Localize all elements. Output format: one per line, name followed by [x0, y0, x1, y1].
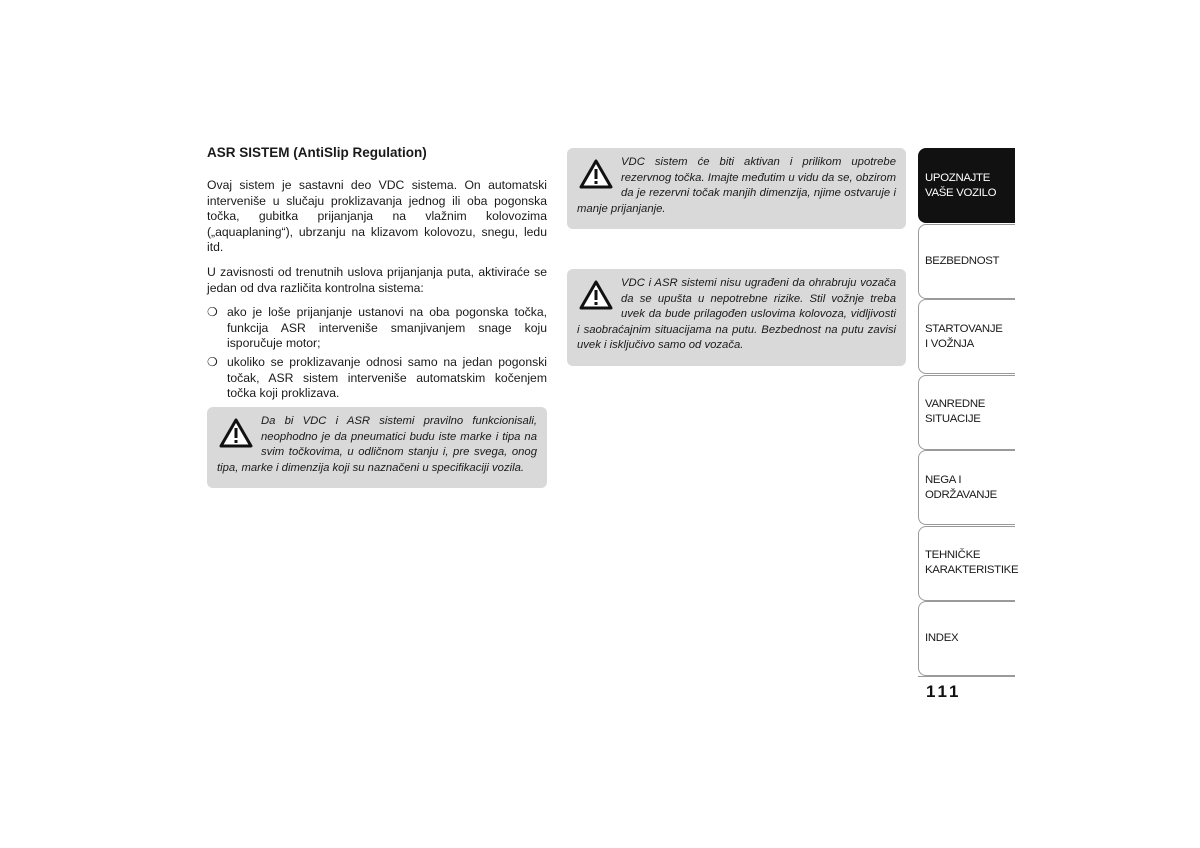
- warning-triangle-icon: [579, 159, 613, 189]
- list-item: [207, 355, 547, 402]
- tab-tehnicke-karakteristike[interactable]: [918, 526, 1019, 601]
- tab-upoznajte-vase-vozilo[interactable]: [918, 148, 1015, 223]
- section-title: ASR SISTEM (AntiSlip Regulation): [207, 145, 427, 160]
- left-column: [207, 178, 547, 405]
- bullet-circle-icon: ❍: [207, 305, 218, 320]
- tab-label: UPOZNAJTE VAŠE VOZILO: [925, 171, 997, 199]
- list-item: [207, 305, 547, 352]
- tab-startovanje-i-voznja[interactable]: [918, 299, 1015, 374]
- tab-label: TEHNIČKE KARAKTERISTIKE: [925, 549, 1019, 576]
- intro-paragraph: Ovaj sistem je sastavni deo VDC sistema. On automatski interveniše u slučaju proklizavanja jednog ili oba pogonska točka, gubitka prijanjanja na vlažnim kolovozima („aquaplaning“), ubrzanju na klizavom kolovozu, snegu, ledu itd.: [207, 178, 547, 255]
- tab-label: NEGA I ODRŽAVANJE: [925, 473, 997, 501]
- warning-text: VDC sistem će biti aktivan i prilikom upotrebe rezervnog točka. Imajte međutim u vidu da se, obzirom da je rezervni točak manjih dimenzija, njime ostvaruje i manje prijanjanje.: [577, 156, 896, 215]
- bullet-list: [207, 305, 547, 402]
- tab-label: BEZBEDNOST: [925, 254, 1000, 267]
- tab-nega-i-odrzavanje[interactable]: [918, 450, 1015, 525]
- bullet-circle-icon: ❍: [207, 354, 218, 369]
- tab-label: INDEX: [925, 632, 959, 644]
- tab-vanredne-situacije[interactable]: [918, 375, 1015, 450]
- conditions-paragraph: U zavisnosti od trenutnih uslova prijanjanja puta, aktiviraće se jedan od dva različita kontrolna sistema:: [207, 264, 547, 295]
- bullet-text: ako je loše prijanjanje ustanovi na oba pogonska točka, funkcija ASR interveniše smanjivanjem snage koju isporučuje motor;: [227, 305, 547, 351]
- warning-text: Da bi VDC i ASR sistemi pravilno funkcionisali, neophodno je da pneumatici budu iste marke i tipa na svim točkovima, u odličnom stanju i, pre svega, onog tipa, marke i dimenzija koji su naznačeni u specifikaciji vozila.: [217, 415, 537, 474]
- warning-triangle-icon: [579, 280, 613, 310]
- bullet-text: ukoliko se proklizavanje odnosi samo na jedan pogonski točak, ASR sistem interveniše automatskim kočenjem točka koji proklizava.: [227, 354, 547, 401]
- page-number: 111: [926, 682, 962, 701]
- warning-triangle-icon: [219, 418, 253, 448]
- warning-box-driver-risk: [567, 269, 906, 366]
- tab-label: VANREDNE SITUACIJE: [925, 398, 986, 425]
- tab-label: STARTOVANJE I VOŽNJA: [925, 322, 1003, 350]
- tab-index[interactable]: [918, 601, 1015, 676]
- chapter-tabs: [918, 148, 1019, 677]
- warning-box-spare-wheel: [567, 148, 906, 229]
- tabs-divider: [918, 676, 1015, 677]
- tab-bezbednost[interactable]: [918, 224, 1015, 299]
- warning-box-tyres: [207, 407, 547, 488]
- warning-text: VDC i ASR sistemi nisu ugrađeni da ohrabruju vozača da se upušta u nepotrebne rizike. Stil vožnje treba uvek da bude prilagođen uslovima kolovoza, vidljivosti i saobraćajnim situacijama na putu. Bezbednost na putu zavisi uvek i isključivo samo od vozača.: [577, 277, 896, 352]
